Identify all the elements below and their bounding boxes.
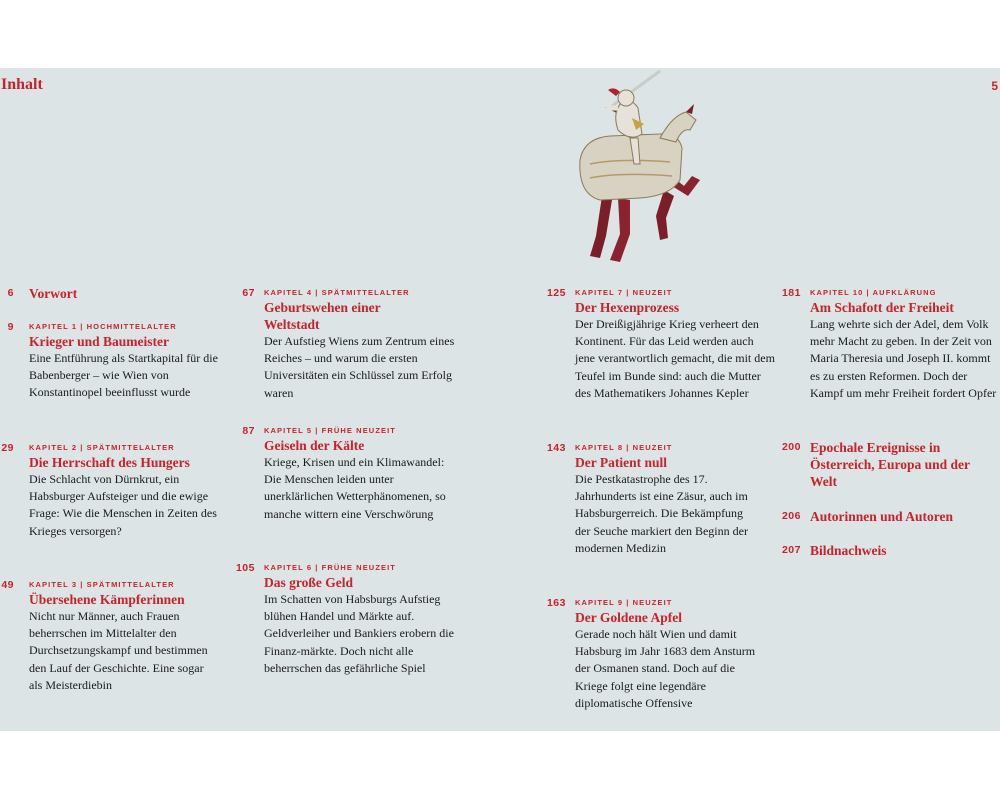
entry-chapter-label: KAPITEL 7 | NEUZEIT [575, 288, 673, 297]
rider-body [616, 101, 642, 137]
entry-description: Im Schatten von Habsburgs Aufstieg blühen Handel und Märkte auf. Geldverleiher und Bankiers erobern die Finanz-märkte. Doch nicht alle beherrschen das gefährliche Spiel [264, 592, 454, 675]
entry-title: Der Patient null [575, 455, 667, 470]
knight-illustration [560, 68, 710, 268]
entry-page-number: 105 [235, 562, 255, 574]
entry-title: Bildnachweis [810, 543, 887, 558]
entry-chapter-label: KAPITEL 1 | HOCHMITTELALTER [29, 322, 177, 331]
entry-title: Der Hexenprozess [575, 300, 680, 315]
entry-title: Die Herrschaft des Hungers [29, 455, 190, 470]
entry-title: Autorinnen und Autoren [810, 509, 954, 524]
entry-description: Der Aufstieg Wiens zum Zentrum eines Reiches – und warum die ersten Universitäten ein Schlüssel zum Erfolg waren [264, 334, 455, 400]
entry-description: Lang wehrte sich der Adel, dem Volk mehr Macht zu geben. In der Zeit von Maria Theresia und Joseph II. kommt es zu ersten Reformen. Doch der Kampf um mehr Freiheit fordert Opfer [810, 317, 997, 400]
entry-page-number: 6 [7, 287, 14, 299]
entry-description: Die Schlacht von Dürnkrut, ein Habsburger Aufsteiger und die ewige Frage: Wie die Menschen in Zeiten des Krieges versorgen? [29, 472, 217, 538]
rider-helmet [618, 90, 634, 106]
entry-chapter-label: KAPITEL 9 | NEUZEIT [575, 598, 673, 607]
entry-title: Das große Geld [264, 575, 354, 590]
entry-page-number: 29 [1, 442, 14, 454]
entry-page-number: 163 [546, 597, 566, 609]
entry-title: Geiseln der Kälte [264, 438, 365, 453]
entry-page-number: 125 [546, 287, 566, 299]
entry-title: Epochale Ereignisse in Österreich, Europa und der Welt [810, 440, 970, 489]
entry-chapter-label: KAPITEL 2 | SPÄTMITTELALTER [29, 443, 175, 452]
page-title: Inhalt [1, 76, 43, 93]
entry-page-number: 87 [242, 425, 255, 437]
toc-page [0, 68, 1000, 731]
entry-description: Der Dreißigjährige Krieg verheert den Kontinent. Für das Leid werden auch jene verantwortlich gemacht, die mit dem Teufel im Bunde sind: auch die Mutter des Mathematikers Johannes Kepler [575, 317, 775, 400]
horse-head [660, 112, 696, 142]
entry-page-number: 49 [1, 579, 14, 591]
entry-chapter-label: KAPITEL 4 | SPÄTMITTELALTER [264, 288, 410, 297]
entry-page-number: 207 [781, 544, 801, 556]
entry-description: Die Pestkatastrophe des 17. Jahrhunderts ist eine Zäsur, auch im Habsburgerreich. Die Bekämpfung der Seuche markiert den Beginn der modernen Medizin [575, 472, 748, 555]
entry-title: Geburtswehen einer Weltstadt [264, 300, 381, 332]
horse-hind-leg [590, 196, 612, 258]
entry-chapter-label: KAPITEL 5 | FRÜHE NEUZEIT [264, 426, 396, 435]
entry-chapter-label: KAPITEL 10 | AUFKLÄRUNG [810, 288, 937, 297]
entry-title: Krieger und Baumeister [29, 334, 169, 349]
entry-description: Gerade noch hält Wien und damit Habsburg im Jahr 1683 dem Ansturm der Osmanen stand. Doch auf die Kriege folgt eine legendäre diplomatische Offensive [575, 627, 756, 710]
entry-description: Kriege, Krisen und ein Klimawandel: Die Menschen leiden unter unerklärlichen Wetterphänomenen, so manche wittern eine Verschwörung [264, 455, 446, 521]
horse-hind-leg-2 [610, 198, 630, 262]
entry-title: Übersehene Kämpferinnen [29, 592, 185, 607]
entry-chapter-label: KAPITEL 8 | NEUZEIT [575, 443, 673, 452]
entry-page-number: 67 [242, 287, 255, 299]
entry-title: Vorwort [29, 286, 78, 301]
page-number: 5 [991, 79, 998, 93]
entry-page-number: 181 [781, 287, 801, 299]
horse-front-leg-2 [656, 190, 674, 240]
entry-page-number: 206 [781, 510, 801, 522]
entry-page-number: 9 [7, 321, 14, 333]
entry-description: Nicht nur Männer, auch Frauen beherrschen im Mittelalter den Durchsetzungskampf und bestimmen den Lauf der Geschichte. Eine sogar als Meisterdiebin [29, 609, 208, 692]
entry-description: Eine Entführung als Startkapital für die Babenberger – wie Wien von Konstantinopel beeinflusst wurde [29, 351, 218, 400]
entry-title: Am Schafott der Freiheit [810, 300, 954, 315]
entry-title: Der Goldene Apfel [575, 610, 682, 625]
entry-page-number: 200 [781, 441, 801, 453]
entry-chapter-label: KAPITEL 3 | SPÄTMITTELALTER [29, 580, 175, 589]
entry-page-number: 143 [546, 442, 566, 454]
entry-chapter-label: KAPITEL 6 | FRÜHE NEUZEIT [264, 563, 396, 572]
